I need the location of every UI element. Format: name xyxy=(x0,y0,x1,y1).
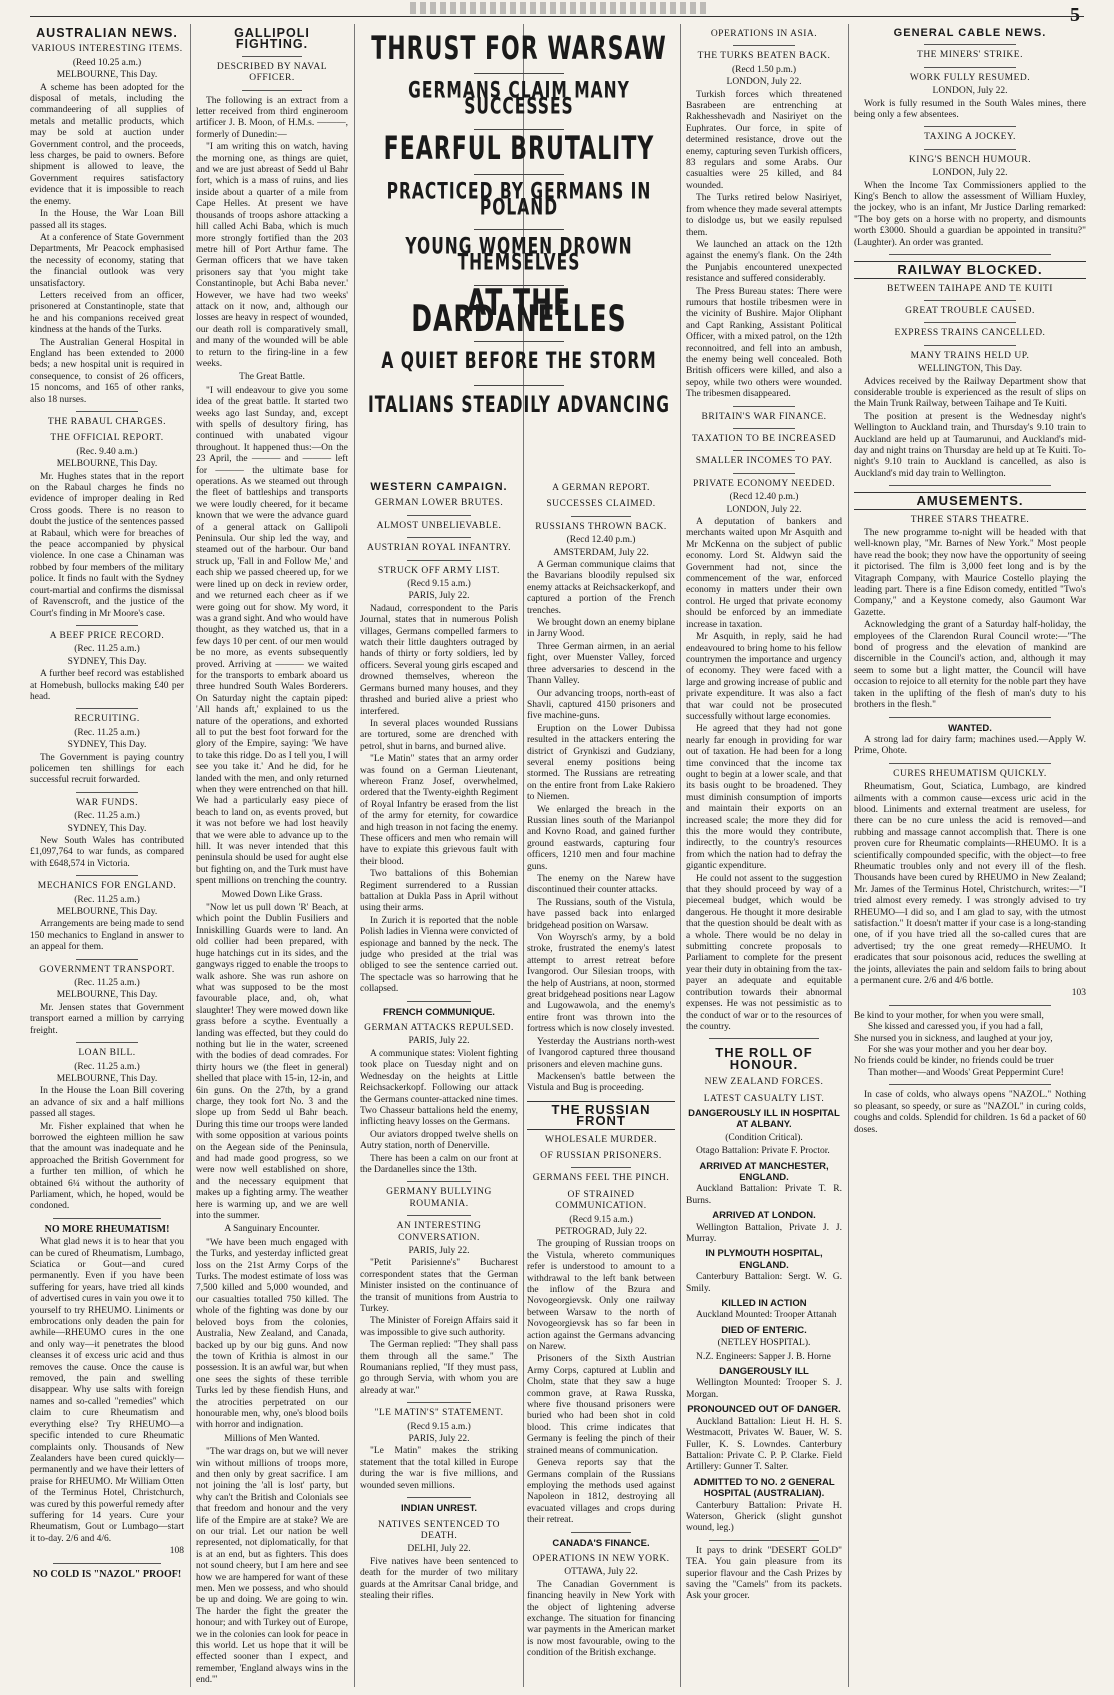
column-operations-asia xyxy=(686,24,842,1689)
paragraph: In Zurich it is reported that the noble Polish ladies in Vienna were convicted of espionage and banned by the neck. The judge who presided at the trial was obliged to see the sentence carried out. The spectacle was so harrowing that he collapsed. xyxy=(360,915,518,995)
casualty-entry: Canterbury Battalion: Sergt. W. G. Smily. xyxy=(686,1272,842,1294)
casualty-head: ARRIVED AT MANCHESTER, ENGLAND. xyxy=(699,1160,829,1183)
paragraph: He could not assent to the suggestion that they should proceed by way of a piecemeal budget, which would be dangerous. He thought it more desirable that the question should be dealt with as a whole. There would be no delay in submitting concrete proposals to Parliament to complete for the present year their duty in obtaining from the tax-payer an adequate and equitable contribution towards their abnormal expenses. He was not pessimistic as to the conduct of war or to the resources of the country. xyxy=(686,873,842,1032)
divider xyxy=(924,149,1017,150)
dateline: SYDNEY, This Day. xyxy=(67,740,147,751)
paragraph: Mackensen's battle between the Vistula and Bug is proceeding. xyxy=(527,1071,675,1094)
dateline: PARIS, July 22. xyxy=(408,1434,470,1445)
article-subhead: NEW ZEALAND FORCES. xyxy=(704,1077,824,1088)
divider xyxy=(407,1001,470,1002)
column-rule xyxy=(190,24,191,1687)
paragraph: The Turks retired below Nasiriyet, from whence they made several attempts to dislodge us, but we easily repulsed them. xyxy=(686,193,842,238)
divider xyxy=(407,515,470,516)
dateline: OTTAWA, July 22. xyxy=(564,1567,638,1578)
article-subhead: WHOLESALE MURDER. xyxy=(545,1134,657,1145)
dateline: WELLINGTON, This Day. xyxy=(917,364,1023,375)
paragraph: The German replied: "They shall pass them through all the same." The Roumanians replied, "If they must pass, go through Servia, with whom you are already at war." xyxy=(360,1340,518,1396)
article-subhead: DESCRIBED BY NAVAL OFFICER. xyxy=(216,61,328,84)
article-head: RAILWAY BLOCKED. xyxy=(854,261,1086,278)
paragraph: The Australian General Hospital in England has been extended to 2000 beds; a new hospital unit is required in consequence, to consist of 26 officers, 15 noncoms, and 165 of other ranks, also 18 nurses. xyxy=(30,337,184,405)
divider xyxy=(924,322,1017,323)
received-time: (Recd 9.15 a.m.) xyxy=(569,1214,633,1225)
divider xyxy=(76,411,138,412)
received-time: (Recd 12.40 p.m.) xyxy=(729,492,799,503)
casualty-entry: Auckland Mounted: Trooper Attanah xyxy=(696,1310,837,1321)
article-head: WANTED. xyxy=(948,722,992,734)
divider xyxy=(924,300,1017,301)
paragraph: Mr. Fisher explained that when he borrowed the eighteen million he saw that the amount was inadequate and he approached the British Government for a further ten million, of which he obtained 6¼ without the authority of Parliament, which, he hoped, would be condoned. xyxy=(30,1121,184,1212)
column-rule xyxy=(848,24,849,1687)
main-headline: THRUST FOR WARSAW xyxy=(371,31,667,68)
divider xyxy=(733,45,795,46)
paragraph: The Government is paying country policemen ten shillings for each successful recruit forwarded. xyxy=(30,752,184,786)
crosshead: Mowed Down Like Grass. xyxy=(221,889,323,900)
paragraph: Von Woyrsch's army, by a bold stroke, frustrated the enemy's latest attempt to arrest retreat before Ivangorod. Our Silesian troops, with the help of Austrians, at noon, stormed great bridgehead positions near Lagow and Lugowawola, and the enemy's entire front was thrown into the fortress which is now closely invested. xyxy=(527,933,675,1035)
divider xyxy=(474,229,563,230)
paragraph: Mr. Hughes states that in the report on the Rabaul charges he finds no evidence of improper dealing in Red Cross goods. There is no reason to doubt the justice of the sentences passed at Rabaul, which were for breaches of the peace accompanied by physical violence. In one case a Chinaman was robbed by four members of the military police. It finds no fault with the Sydney court-martial and confirms the dismissal of Ravenscroft, and the justice of the Court's finding in Mr Moore's case. xyxy=(30,471,184,619)
article-head: GOVERNMENT TRANSPORT. xyxy=(39,964,175,975)
article-subhead: MANY TRAINS HELD UP. xyxy=(910,350,1030,361)
dateline: SYDNEY, This Day. xyxy=(67,656,147,667)
headline: PRACTICED BY GERMANS IN POLAND xyxy=(386,177,652,221)
paragraph: "Now let us pull down 'R' Beach, at which point the Dublin Fusiliers and Inniskilling Guards were to land. An old collier had been prepared, with huge hatchings cut in its sides, and the gangways rigged to enable the troops to walk ashore. She was run ashore on what was supposed to be the most favourable place, and, oh, what slaughter! They were mowed down like grass before a scythe. Eventually a landing was effected, but they could do nothing but lie in the water, screened with the bodies of dead comrades. For thirty hours we (the fleet in general) shelled that place with 15-in, 12-in, and 6in guns. On the 27th, by a grand charge, they took fort No. 3 and the slope up from Sedd ul Bahr beach. During this time our troops were landed with some opposition at various points on the Aegean side of the Peninsula, and had made good progress, so we were now well established on shore, and the necessary equipment that makes up a fighting army. The weather here is warming up, and we are well into the summer. xyxy=(196,903,348,1222)
received-time: (Recd 9.15 a.m.) xyxy=(407,579,471,590)
column-western-campaign xyxy=(360,478,518,1689)
article-subhead: THE TURKS BEATEN BACK. xyxy=(697,51,831,62)
casualty-head: IN PLYMOUTH HOSPITAL, ENGLAND. xyxy=(705,1248,823,1271)
article-head: RECRUITING. xyxy=(74,714,140,725)
divider xyxy=(889,1005,1051,1006)
poem-line: Be kind to your mother, for when you were small, xyxy=(854,1010,1044,1021)
received-time: (Rec. 11.25 a.m.) xyxy=(74,894,140,905)
divider xyxy=(924,126,1017,127)
article xyxy=(30,965,184,1037)
paragraph: The Canadian Government is financing heavily in New York with the object of lightening adverse exchange. The situation for financing war payments in the American market is now most favourable, owing to the condition of the British exchange. xyxy=(527,1579,675,1659)
article xyxy=(30,1048,184,1213)
article-head: VARIOUS INTERESTING ITEMS. xyxy=(31,44,183,55)
paragraph: Eruption on the Lower Dubissa resulted in the attackers entering the district of Grynkiszi and Gudziany, several enemy positions being stormed. The Russians are retreating on the entire front from Lake Rakiero to Niemen. xyxy=(527,723,675,803)
divider xyxy=(733,473,795,474)
received-time: (Rec. 11.25 a.m.) xyxy=(74,727,140,738)
article-subhead: RUSSIANS THROWN BACK. xyxy=(535,521,667,532)
divider xyxy=(924,67,1017,68)
page-number: 5 xyxy=(1070,4,1080,26)
casualty-entry: Wellington Battalion, Private J. J. Murray. xyxy=(686,1222,842,1244)
paragraph: A communique states: Violent fighting took place on Tuesday night and on Wednesday on the heights at Little Reichsackerkopf. Following our attack the Germans counter-attacked nine times. Two Chasseur battalions held the enemy, inflicting heavy losses on the Germans. xyxy=(360,1048,518,1128)
divider xyxy=(709,1540,818,1541)
paragraph: "Le Matin" makes the striking statement that the total killed in Europe during the war is five millions, and wounded seven millions. xyxy=(360,1446,518,1491)
casualty-entry: Wellington Mounted: Trooper S. J. Morgan. xyxy=(686,1378,842,1400)
received-time: (Reed 10.25 a.m.) xyxy=(72,57,142,68)
paragraph: Two battalions of this Bohemian Regiment surrendered to a Russian battalion at Dukla Pass in April without using their arms. xyxy=(360,869,518,914)
dateline: SYDNEY, This Day. xyxy=(67,823,147,834)
paragraph: "Petit Parisienne's" Bucharest correspondent states that the German Minister insisted on the continuance of the transit of munitions from Austria to Turkey. xyxy=(360,1258,518,1314)
dateline: PARIS, July 22. xyxy=(408,1036,470,1047)
masthead-strip xyxy=(410,2,710,14)
paragraph: In the House, the War Loan Bill passed all its stages. xyxy=(30,209,184,231)
paragraph: Yesterday the Austrians north-west of Ivangorod captured three thousand prisoners and eleven machine guns. xyxy=(527,1036,675,1070)
divider xyxy=(474,341,563,342)
casualty-head: DANGEROUSLY ILL xyxy=(719,1366,809,1378)
poem-ad xyxy=(854,1011,1086,1079)
casualty-head: KILLED IN ACTION xyxy=(721,1298,807,1310)
poem-line: Than mother—and Woods' Great Peppermint Cure! xyxy=(868,1067,1064,1078)
ad-text: What glad news it is to hear that you can be cured of Rheumatism, Lumbago, Sciatica or Gout—and cured permanently. Even if you have been suffering for years, have tried all kinds of advertised cures in vain you owe it to yourself to try RHEUMO. Liniments or embrocations only deaden the pain for awhile—RHEUMO cures in the one and only way—it penetrates the blood cleanses it of excess uric acid and thus removes the cause. Once the cause is removed, the pain and swelling disappear. Why use salts with foreign names and so-called "remedies" which claim to cure Rheumatism and everything else? Try RHEUMO—a specific intended to cure Rheumatic complaints only. Thousands of New Zealanders have been cured quickly—permanently and we have their letters of praise for RHEUMO. Mr William Otten of the Terminus Hotel, Christchurch, was cured by this powerful remedy after suffering for 14 years. Cure your Rheumatism, Gout or Lumbago—start it to-day. 2/6 and 4/6. xyxy=(30,1237,184,1544)
masthead-rule xyxy=(30,16,1084,17)
paragraph: In several places wounded Russians are tortured, some are drenched with petrol, shut in barns, and burned alive. xyxy=(360,718,518,752)
ad-title: NO MORE RHEUMATISM! xyxy=(44,1223,170,1235)
article-subhead: OPERATIONS IN NEW YORK. xyxy=(532,1553,670,1564)
paragraph: Mr. Jensen states that Government transport earned a million by carrying freight. xyxy=(30,1002,184,1036)
article-subhead: ALMOST UNBELIEVABLE. xyxy=(376,520,502,531)
divider xyxy=(76,708,138,709)
ad-title: CURES RHEUMATISM QUICKLY. xyxy=(893,768,1047,779)
poem-line: No friends could be kinder, no friends could be truer xyxy=(854,1056,1054,1067)
casualty-head: DIED OF ENTERIC. xyxy=(721,1324,807,1336)
divider xyxy=(733,428,795,429)
dateline: MELBOURNE, This Day. xyxy=(56,70,158,81)
divider xyxy=(733,450,795,451)
headline: FEARFUL BRUTALITY xyxy=(383,131,655,168)
article-head: AMUSEMENTS. xyxy=(854,492,1086,509)
casualty-entry: Otago Battalion: Private F. Proctor. xyxy=(696,1146,830,1157)
casualty-head: PRONOUNCED OUT OF DANGER. xyxy=(687,1404,841,1416)
dateline: LONDON, July 22. xyxy=(932,86,1008,97)
paragraph: "I am writing this on watch, having the morning one, as things are quiet, and we are just abreast of Sedd ul Bahr fort, which is a mass of ruins, and lies inside about a quarter of a mile from Cape Helles. At present we have thousands of troops ashore attacking a hill called Achi Baba, which is much more strongly fortified than the 203 metre hill of Port Arthur fame. The German officers that we have taken prisoners say that 'you might take Constantinople, but Achi Baba never.' However, we have had two weeks' attack on it now, and, although our losses are heavy in respect of wounded, our death roll is comparatively small, and many of the wounded will be able to return to the firing-line in a few weeks. xyxy=(196,142,348,369)
casualty-head: ARRIVED AT LONDON. xyxy=(712,1210,816,1222)
article xyxy=(30,417,184,620)
paragraph: The position at present is the Wednesday night's Wellington to Auckland train, and Thursday's 9.10 train to Auckland are held up at Taumarunui, and Auckland's mid-day and night trains on Thursday are held up at Te Kuiti. To-night's 9.10 train to Auckland is cancelled, as also is Auckland's mid day train to Wellington. xyxy=(854,411,1086,479)
article-subhead: GERMAN LOWER BRUTES. xyxy=(374,498,504,509)
casualty-entry: Auckland Battalion: Lieut H. H. S. Westmacott, Privates W. Bauer, W. S. Fuller, K. S. Lowndes. Canterbury Battalion: Private C. P. P. Clarke. Field Artillery: Gunner T. Salter. xyxy=(686,1416,842,1473)
article xyxy=(30,631,184,703)
divider xyxy=(242,90,303,91)
headline: ITALIANS STEADILY ADVANCING xyxy=(368,392,670,419)
ad-footer: NO COLD IS "NAZOL" PROOF! xyxy=(32,1568,182,1580)
paragraph: The Russians, south of the Vistula, have passed back into enlarged bridgehead position on Warsaw. xyxy=(527,897,675,931)
dateline: MELBOURNE, This Day. xyxy=(56,1073,158,1084)
paragraph: The Minister of Foreign Affairs said it was impossible to give such authority. xyxy=(360,1316,518,1338)
article xyxy=(30,714,184,786)
dateline: MELBOURNE, This Day. xyxy=(56,907,158,918)
column-australian-news xyxy=(30,24,184,1689)
article-subhead: WORK FULLY RESUMED. xyxy=(909,72,1031,83)
dateline: DELHI, July 22. xyxy=(407,1544,471,1555)
received-time: (Recd 1.50 p.m.) xyxy=(731,64,797,75)
divider xyxy=(242,56,303,57)
paragraph: Prisoners of the Sixth Austrian Army Corps, captured at Lublin and Cholm, state that they saw a huge common grave, at Rawa Russka, where five thousand prisoners were buried who had been shot in cold blood. This crime indicates that Germany is feeling the pinch of their strained means of communication. xyxy=(527,1354,675,1456)
divider xyxy=(889,485,1051,486)
paragraph: He agreed that they had not gone nearly far enough in providing for war out of taxation. He had been for a long time convinced that the income tax ought to begin at a lower scale, and that its basis ought to be broadened. They must diminish consumption of imports and maintain their exports on an increased scale; the more they did for this the more would they contribute, indirectly, to the country's resources from which the nation had to defray the gigantic expenditure. xyxy=(686,724,842,872)
section-title: AUSTRALIAN NEWS. xyxy=(36,26,178,40)
received-time: (Rec. 9.40 a.m.) xyxy=(76,446,138,457)
paragraph: The new programme to-night will be headed with that well-known play, "Mr. Barnes of New York." Most people have read the book; they now have the opportunity of seeing it pictorised. The film is 3,000 feet long and is by the Vitagraph Company, with Maurice Costello playing the leading part. There is a fine Edison comedy, entitled "Two's Company," and a Keystone comedy, also Gaumont War Gazette. xyxy=(854,528,1086,618)
dateline: PARIS, July 22. xyxy=(408,1245,470,1256)
casualty-note: (NETLEY HOSPITAL). xyxy=(717,1338,811,1349)
divider xyxy=(571,516,630,517)
divider xyxy=(76,625,138,626)
article-subhead: KING'S BENCH HUMOUR. xyxy=(908,154,1032,165)
divider xyxy=(889,1084,1051,1085)
paragraph: "We have been much engaged with the Turks, and yesterday inflicted great loss on the 21st Army Corps of the Turks. The modest estimate of loss was 7,500 killed and 5,000 wounded, and our casualties totalled 750 killed. The whole of the fighting was done by our beloved boys from the colonies, Australia, New Zealand, and Canada, backed up by our big guns. And now the town of Krithia is almost in our possession. It is an awful war, but when one sees the sights of these terrible Turks led by these fiendish Huns, and the atrocities perpetrated on our honourable men, why, one's blood boils with horror and indignation. xyxy=(196,1237,348,1431)
divider xyxy=(407,1181,470,1182)
poem-line: She nursed you in sickness, and laughed at your joy, xyxy=(854,1033,1053,1044)
article-head: GERMANY BULLYING ROUMANIA. xyxy=(386,1187,492,1209)
paragraph: "I will endeavour to give you some idea of the great battle. It started two weeks ago last Sunday, and, except with spells of desultory firing, has continued with unabated vigour throughout. It happened thus:—On the 23 April, the ——— and ——— left for ——— the ultimate base for operations. As we steamed out through the fleet of battleships and transports we were loudly cheered, for it became known that we were the advance guard of a general attack on Gallipoli Peninsula. Our ship led the way, and steamed out of the harbour. Our band struck up, 'Fall in and Follow Me,' and each ship we passed cheered up, for we were lined up on deck in review order, and we returned each cheer as if we were going out for show. My word, it was a grand sight. And who would have thought, as they watched us, that in a few days 10 per cent. of our men would be no more, as events subsequently proved. Arriving at ——— we waited for the transports to embark aboard us three hundred South Wales Borderers. On Saturday night the captain piped: 'All hands aft,' explained to us the nature of the operations, and exhorted all to put the best foot forward for the glory of the Empire, saying: 'We have to take this ridge. Do as I tell you, I will see you take it.' And he did, for he landed with the men, and only returned when they were entrenched on that hill. We had a particularly easy piece of beach to land on, as events proved, but it was not before we had lost heavily that we were able to advance up to the hill. It was never intended that this peninsula should be used for aught else but fighting on, and the Turk must have spent millions on trenching the country. xyxy=(196,385,348,887)
article-head: INDIAN UNREST. xyxy=(400,1503,477,1515)
divider xyxy=(474,385,563,386)
article-subhead: NATIVES SENTENCED TO DEATH. xyxy=(377,1519,501,1541)
paragraph: New South Wales has contributed £1,097,764 to war funds, as compared with £648,574 in Victoria. xyxy=(30,836,184,869)
divider xyxy=(889,763,1051,764)
article-head: A BEEF PRICE RECORD. xyxy=(49,630,165,641)
divider xyxy=(474,129,563,130)
article-head: THE RABAUL CHARGES. xyxy=(47,417,167,427)
headline: A QUIET BEFORE THE STORM xyxy=(381,347,657,374)
paragraph: Mr Asquith, in reply, said he had endeavoured to bring home to his fellow countrymen the importance and urgency of economy. They were faced with a large and growing increase of public and private expenditure. It was also a fact that war could not be prosecuted successfully without large economies. xyxy=(686,632,842,722)
dateline: LONDON, July 22. xyxy=(932,168,1008,179)
divider xyxy=(76,1042,138,1043)
column-german-report xyxy=(527,478,675,1689)
paragraph: "Le Matin" states that an army order was found on a German Lieutenant, whereon Franz Josef, overwhelmed, ordered that the Twenty-eighth Regiment of Royal Infantry be erased from the list of the army for eternity, for cowardice and high treason in not facing the enemy. These officers and men who remain will have to expiate this grievous fault with their blood. xyxy=(360,754,518,867)
article-head: THE MINERS' STRIKE. xyxy=(917,50,1023,61)
divider xyxy=(733,406,795,407)
divider xyxy=(889,717,1051,718)
article-subhead: AN INTERESTING CONVERSATION. xyxy=(396,1221,482,1243)
headline: GERMANS CLAIM MANY SUCCESSES xyxy=(408,77,630,121)
paragraph: When the Income Tax Commissioners applied to the King's Bench to allow the assessment of William Huxley, the jockey, who is an infant, Mr Justice Darling remarked: "The boy gets on a horse with no property, and dismounts worth £3000. Should a guardian be appointed in transitu?" (Laughter). An order was granted. xyxy=(854,180,1086,248)
divider xyxy=(53,1563,161,1564)
divider xyxy=(53,1218,161,1219)
article-subhead: SUCCESSES CLAIMED. xyxy=(546,499,656,510)
divider xyxy=(76,792,138,793)
dateline: PETROGRAD, July 22. xyxy=(555,1226,647,1237)
ad-text: Rheumatism, Gout, Sciatica, Lumbago, are kindred ailments with a common cause—excess uric acid in the blood. Liniments and external treatment are useless, for there can be no cure unless the acid is removed—and rubbing and massage cannot accomplish that. There is one proven cure for Rheumatic complaints—RHEUMO. It is a scientifically compounded specific, with the object—to free Rheumatic troubles only and not every ill of the flesh. Thousands have been cured by RHEUMO in New Zealand; Mr. James of the Terminus Hotel, Christchurch, writes:—"I tried almost every remedy. I was strongly advised to try RHEUMO—I did so, and I am glad to say, with the utmost satisfaction." It doesn't matter if your case is a long-standing one, of if you have tried all the so-called cures that are advertised; try the one great remedy—RHEUMO. It eradicates that sour poisonous acid, reduces the swelling at the joints, alleviates the pain and seldom fails to bring about a permanent cure. 2/6 and 4/6 bottle. xyxy=(854,782,1086,987)
paragraph: Our aviators dropped twelve shells on Autry station, north of Denerville. xyxy=(360,1129,518,1152)
casualty-head: DANGEROUSLY ILL IN HOSPITAL AT ALBANY. xyxy=(688,1107,840,1131)
divider xyxy=(407,1402,470,1403)
article-subhead: THREE STARS THEATRE. xyxy=(910,514,1030,525)
paragraph: A further beef record was established at Homebush, bullocks making £40 per head. xyxy=(30,669,184,702)
paragraph: The following is an extract from a letter received from third engineroom artificer J. B. Moon, of H.M.s. ———, formerly of Dunedin:— xyxy=(196,95,348,140)
article xyxy=(30,44,184,406)
paragraph: Five natives have been sentenced to death for the murder of two military guards at the Amritsar Canal bridge, and stealing their rifles. xyxy=(360,1556,518,1601)
column-gallipoli xyxy=(196,24,348,1689)
article-head: BRITAIN'S WAR FINANCE. xyxy=(701,411,827,422)
paragraph: Letters received from an officer, prisonered at Constantinople, state that he and his companions received great kindness at the hands of the Turks. xyxy=(30,290,184,336)
article-head: A GERMAN REPORT. xyxy=(552,483,650,493)
article-subhead: OF STRAINED COMMUNICATION. xyxy=(555,1189,647,1212)
article-head: MECHANICS FOR ENGLAND. xyxy=(37,881,177,892)
casualty-entry: N.Z. Engineers: Sapper J. B. Horne xyxy=(696,1351,831,1362)
divider xyxy=(76,959,138,960)
paragraph: The Press Bureau states: There were rumours that hostile tribesmen were in the vicinity of Bushire. Major Oliphant and Capt Ranking, Assistant Political Officer, with a mixed patrol, on the 12th reconnoitred, and fell into an ambush, the enemy being well concealed. Both British officers were killed, and also a sepoy, while two others were wounded. The tribesmen disappeared. xyxy=(686,286,842,400)
advertisement xyxy=(30,1224,184,1580)
paragraph: Acknowledging the grant of a Saturday half-holiday, the employees of the Clarendon Rural Council wrote:—"The bond of progress and the elevation of mankind are discernible in the Council's action, and, although it may seem to some but a light matter, the Council will have occasion to rejoice to all eternity for the noble part they have taken in the uplifting of the flesh of man's duty to his brothers in the flesh." xyxy=(854,620,1086,711)
article-subhead: THE OFFICIAL REPORT. xyxy=(50,433,164,444)
received-time: (Rec. 11.25 a.m.) xyxy=(74,1061,140,1072)
article-subhead: PRIVATE ECONOMY NEEDED. xyxy=(692,478,836,489)
divider xyxy=(571,1167,630,1168)
article-subhead: GREAT TROUBLE CAUSED. xyxy=(905,305,1035,316)
paragraph: A deputation of bankers and merchants waited upon Mr Asquith and Mr McKenna on the subject of public economy. Lord St. Aldwyn said the Government had not, since the commencement of the war, enforced economy in matters under their own control. He urged that private economy should be enforced by an immediate increase in taxation. xyxy=(686,517,842,630)
paragraph: Work is fully resumed in the South Wales mines, there being only a few absentees. xyxy=(854,98,1086,121)
article-subhead: OF RUSSIAN PRISONERS. xyxy=(540,1150,662,1161)
poem-line: She kissed and caressed you, if you had a fall, xyxy=(868,1022,1043,1033)
column-rule xyxy=(680,24,681,1687)
received-time: (Recd 12.40 p.m.) xyxy=(566,535,636,546)
poem-line: For she was your mother and you her dear boy. xyxy=(868,1045,1047,1056)
headline: AT THE DARDANELLES xyxy=(411,282,627,341)
dateline: MELBOURNE, This Day. xyxy=(56,990,158,1001)
article-head: TAXING A JOCKEY. xyxy=(924,132,1016,143)
article-subhead: SMALLER INCOMES TO PAY. xyxy=(695,456,833,467)
paragraph: "The war drags on, but we will never win without millions of troops more, and then only by great sacrifice. I am not joining the 'all is lost' party, but why can't the British and Colonials see that freedom and honour and the very life of the Empire are at stake? We are on our trial. Let our nation be well represented, not diplomatically, for that is at an end, but as fighters. This does not sound cheery, but I am here and see how we are hampered for want of these men. Men we possess, and who should be up and doing. We are going to win. The harder the fight the greater the honour; and with Turkey out of Europe, we in the colonies can look for peace in this world. Let us hope that it will be effected sooner than I expect, and remember, 'England always wins in the end.'" xyxy=(196,1447,348,1686)
paragraph: We enlarged the breach in the Russian lines south of the Marianpol and Kovno Road, and gained further ground eastwards, capturing four officers, 1210 men and four machine guns. xyxy=(527,804,675,872)
section-title: WESTERN CAMPAIGN. xyxy=(370,481,508,493)
divider xyxy=(76,875,138,876)
article-subhead: TAXATION TO BE INCREASED xyxy=(691,434,837,444)
article-subhead: STRUCK OFF ARMY LIST. xyxy=(378,565,500,576)
column-rule xyxy=(354,24,355,1687)
article-head: WAR FUNDS. xyxy=(75,797,138,808)
section-title: GENERAL CABLE NEWS. xyxy=(893,27,1047,39)
paragraph: Three German airmen, in an aerial fight, over Muenster Valley, forced three adversaries to descend in the Thann Valley. xyxy=(527,641,675,687)
received-time: (Recd 9.15 a.m.) xyxy=(407,1421,471,1432)
paragraph: At a conference of State Government Departments, Mr Peacock emphasised the necessity of economy, stating that the financial outlook was very unsatisfactory. xyxy=(30,232,184,289)
article-subhead: LATEST CASUALTY LIST. xyxy=(703,1093,825,1104)
paragraph: Our advancing troops, north-east of Shavli, captured 4150 prisoners and five machine-guns. xyxy=(527,688,675,722)
paragraph: Geneva reports say that the Germans complain of the Russians employing the methods used against Napoleon in 1812, destroying all evacuated villages and crops during their retreat. xyxy=(527,1458,675,1526)
paragraph: The grouping of Russian troops on the Vistula, whereto communiques refer is understood to amount to a withdrawal to the left bank between the inflow of the Bzura and Novogeorgievsk. Only one railway between Warsaw to the north of Novogeorgievsk has so far been in action against the Germans advancing on Narew. xyxy=(527,1239,675,1353)
article-head: "LE MATIN'S" STATEMENT. xyxy=(374,1408,504,1419)
divider xyxy=(407,560,470,561)
article-subhead: EXPRESS TRAINS CANCELLED. xyxy=(894,328,1046,339)
advertisement: It pays to drink "DESERT GOLD" TEA. You gain pleasure from its superior flavour and the Cash Prizes by saving the "Camels" from its packets. Ask your grocer. xyxy=(686,1545,842,1602)
divider xyxy=(889,254,1051,255)
advertisement: In case of colds, who always opens "NAZOL." Nothing so pleasant, so speedy, or sure as "NAZOL" in curing colds, coughs and colds. Splendid for children. 1s 6d a packet of 60 doses. xyxy=(854,1090,1086,1135)
casualty-head: ADMITTED TO NO. 2 GENERAL HOSPITAL (AUSTRALIAN). xyxy=(693,1476,835,1500)
paragraph: We launched an attack on the 12th against the enemy's flank. On the 24th the Punjabis encountered unexpected resistance and suffered considerably. xyxy=(686,239,842,285)
paragraph: In the House the Loan Bill covering an advance of six and a half millions passed all stages. xyxy=(30,1086,184,1120)
ad-ref: 108 xyxy=(169,1546,184,1557)
dateline: PARIS, July 22. xyxy=(408,591,470,602)
paragraph: Turkish forces which threatened Basrabeen are entrenching at Rakhesshevadh and Nasiriyet on the Euphrates. Our force, in spite of determined resistance, drove out the enemy, capturing seven Turkish officers, 83 regulars and some Arabs. Our casualties were 25 killed, and 84 wounded. xyxy=(686,89,842,191)
divider xyxy=(474,73,563,74)
paragraph: Nadaud, correspondent to the Paris Journal, states that in numerous Polish villages, Germans compelled farmers to watch their little daughters outraged by hands of thirty or forty soldiers, led by officers. Several young girls escaped and drowned themselves, whereon the Germans burned many houses, and they thrashed and buried alive a priest who interfered. xyxy=(360,603,518,717)
divider xyxy=(407,1497,470,1498)
crosshead: A Sanguinary Encounter. xyxy=(224,1224,320,1235)
ad-ref: 103 xyxy=(1071,988,1086,999)
divider xyxy=(924,44,1017,45)
paragraph: There has been a calm on our front at the Dardanelles since the 13th. xyxy=(360,1153,518,1175)
paragraph: A strong lad for dairy farm; machines used.—Apply W. Prime, Ohote. xyxy=(854,734,1086,757)
paragraph: Arrangements are being made to send 150 mechanics to England in answer to an appeal for them. xyxy=(30,919,184,953)
received-time: (Rec. 11.25 a.m.) xyxy=(74,978,140,989)
casualty-entry: Canterbury Battalion: Private H. Waterson, Gherick (slight gunshot wound, leg.) xyxy=(686,1500,842,1534)
article-subhead: GERMAN ATTACKS REPULSED. xyxy=(364,1023,514,1034)
column-general-cable xyxy=(854,24,1086,1689)
received-time: (Rec. 11.25 a.m.) xyxy=(74,644,140,655)
divider xyxy=(924,345,1017,346)
paragraph: A scheme has been adopted for the disposal of metals, including the commandeering of all supplies of metals and metallic products, which may be sold at auction under Government control, and the proceeds, less charges, be paid to owners. Before shipment is allowed to leave, the Government requires satisfactory evidence that it is impossible to reach the enemy. xyxy=(30,82,184,207)
divider xyxy=(571,1532,630,1533)
article-head: LOAN BILL. xyxy=(78,1048,136,1059)
casualty-entry: Auckland Battalion: Private T. R. Burns. xyxy=(686,1184,842,1206)
article-subhead: BETWEEN TAIHAPE AND TE KUITI xyxy=(887,283,1053,294)
headline-block xyxy=(360,30,678,470)
received-time: (Rec. 11.25 a.m.) xyxy=(74,811,140,822)
article-head: THE RUSSIAN FRONT xyxy=(527,1101,675,1130)
article-head: FRENCH COMMUNIQUE. xyxy=(383,1006,495,1018)
article-subhead: AUSTRIAN ROYAL INFANTRY. xyxy=(366,543,512,554)
divider xyxy=(407,537,470,538)
article-head: THE ROLL OF HONOUR. xyxy=(715,1045,813,1072)
section-title: GALLIPOLI FIGHTING. xyxy=(234,26,310,52)
article-head: OPERATIONS IN ASIA. xyxy=(710,29,818,39)
crosshead: The Great Battle. xyxy=(239,372,305,383)
crosshead: Millions of Men Wanted. xyxy=(224,1433,320,1444)
article xyxy=(30,881,184,953)
dateline: MELBOURNE, This Day. xyxy=(56,459,158,470)
headline: YOUNG WOMEN DROWN THEMSELVES xyxy=(405,233,633,277)
dateline: LONDON, July 22. xyxy=(726,77,802,88)
divider xyxy=(709,1038,818,1039)
article-head: CANADA'S FINANCE. xyxy=(552,1537,650,1549)
paragraph: The enemy on the Narew have discontinued their counter attacks. xyxy=(527,874,675,896)
paragraph: We brought down an enemy biplane in Jarny Wood. xyxy=(527,618,675,640)
divider xyxy=(407,1215,470,1216)
article-subhead: GERMANS FEEL THE PINCH. xyxy=(532,1173,670,1184)
dateline: LONDON, July 22. xyxy=(726,504,802,515)
article xyxy=(30,798,184,870)
dateline: AMSTERDAM, July 22. xyxy=(553,547,649,558)
paragraph: A German communique claims that the Bavarians bloodily repulsed six enemy attacks at Reichsackerkopf, and captured a portion of the French trenches. xyxy=(527,560,675,616)
paragraph: Advices received by the Railway Department show that considerable trouble is experienced as the result of slips on the Main Trunk Railway, between Taihape and Te Kuiti. xyxy=(854,376,1086,410)
divider xyxy=(474,174,563,175)
casualty-note: (Condition Critical). xyxy=(725,1132,803,1143)
